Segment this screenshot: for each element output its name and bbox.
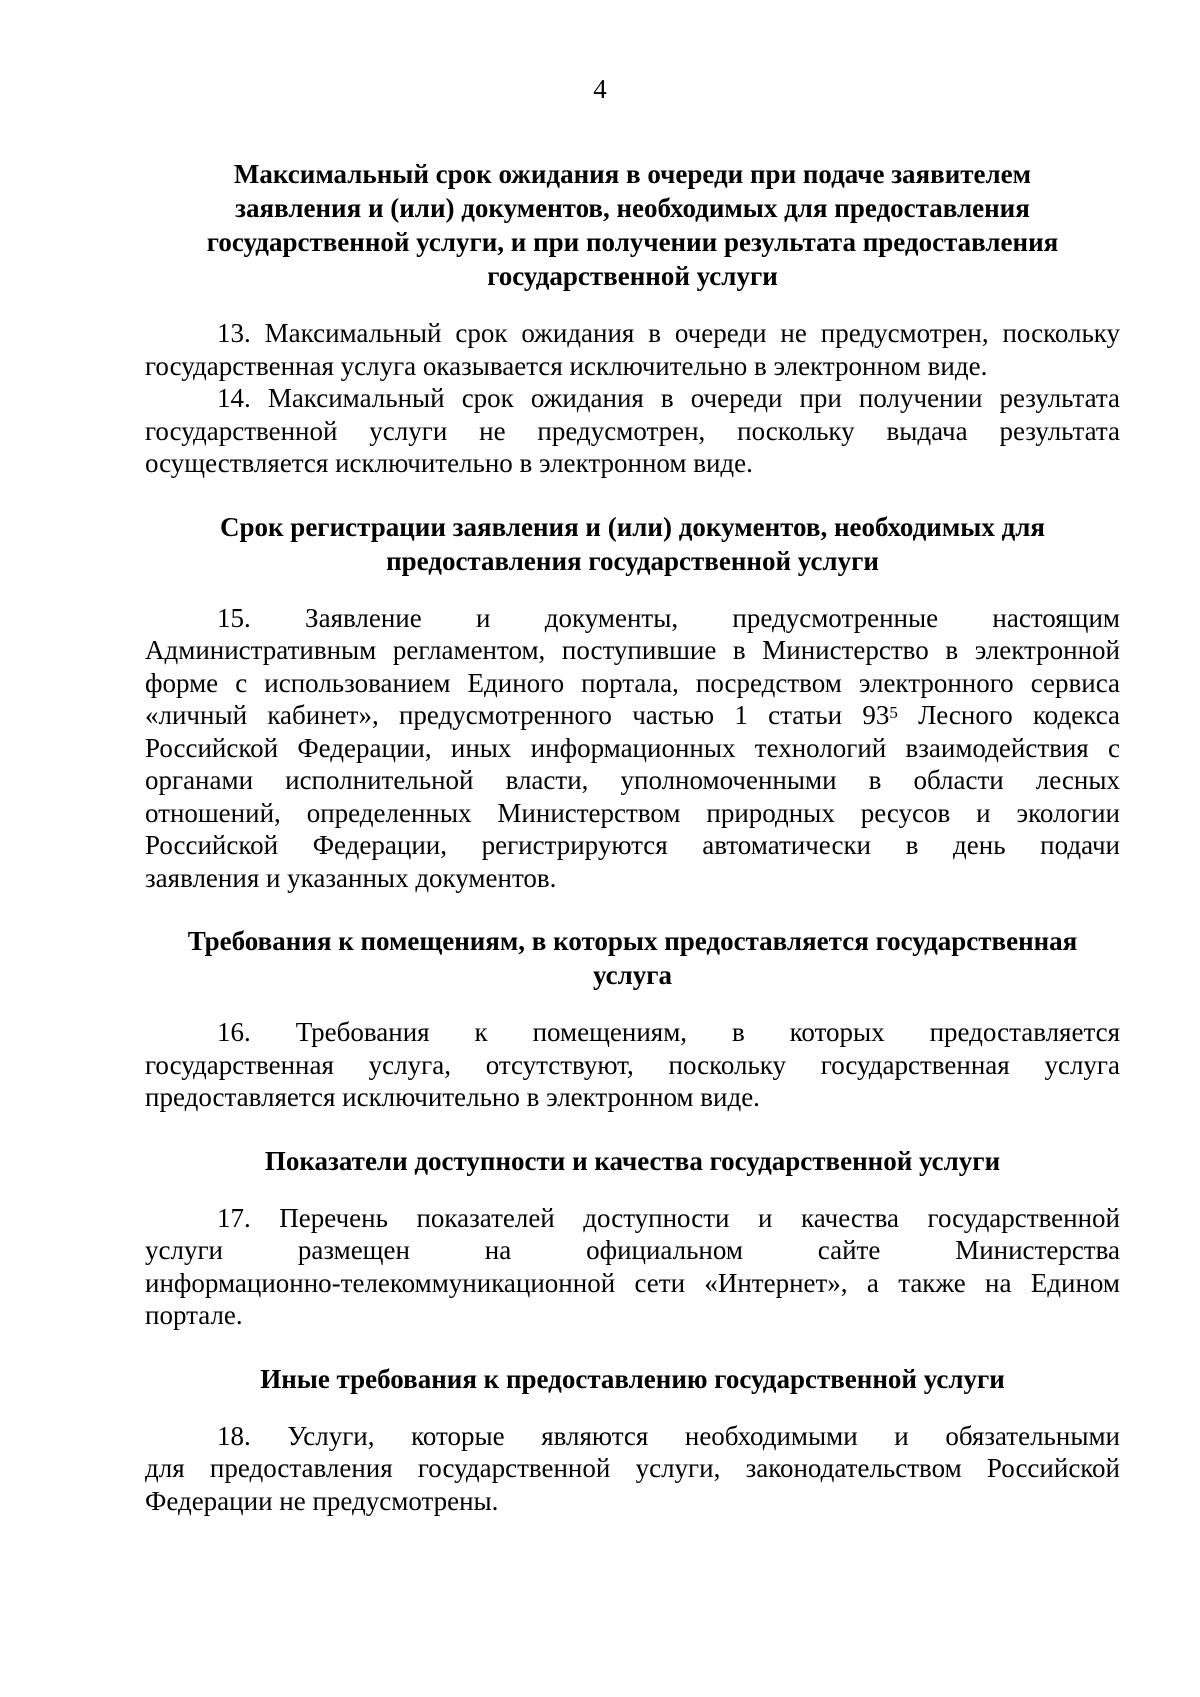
section-heading-quality-indicators bbox=[145, 1144, 1120, 1178]
paragraph-line: Федерации не предусмотрены. bbox=[145, 1485, 499, 1516]
paragraph-line: осуществляется исключительно в электронном виде. bbox=[145, 448, 753, 478]
page-number: 4 bbox=[593, 74, 607, 104]
section-heading-premises bbox=[145, 924, 1120, 992]
paragraph-line: государственная услуга оказывается исключительно в электронном виде. bbox=[145, 350, 988, 381]
section-heading-registration-time bbox=[145, 510, 1120, 578]
paragraph-line: органами исполнительной власти, уполномоченными в области лесных bbox=[145, 765, 1120, 795]
paragraph-line: 14. Максимальный срок ожидания в очереди при получении результата bbox=[217, 383, 1120, 413]
heading-line: Требования к помещениям, в которых предоставляется государственная bbox=[187, 926, 1078, 956]
paragraph-line: 13. Максимальный срок ожидания в очереди не предусмотрен, поскольку bbox=[217, 318, 1120, 348]
heading-line: предоставления государственной услуги bbox=[386, 545, 879, 576]
paragraph-line-footnote bbox=[145, 699, 1120, 732]
paragraph-line: 17. Перечень показателей доступности и качества государственной bbox=[217, 1202, 1120, 1233]
paragraph-line: 18. Услуги, которые являются необходимыми и обязательными bbox=[217, 1420, 1120, 1451]
section-heading-waiting-time bbox=[145, 157, 1120, 293]
heading-line: Показатели доступности и качества государственной услуги bbox=[264, 1145, 1001, 1176]
paragraph-16 bbox=[145, 1016, 1120, 1114]
paragraph-line: государственная услуга, отсутствуют, поскольку государственная услуга bbox=[145, 1049, 1120, 1080]
paragraph-13 bbox=[145, 317, 1120, 382]
paragraph-18 bbox=[145, 1420, 1120, 1518]
paragraph-line: 16. Требования к помещениям, в которых предоставляется bbox=[217, 1017, 1120, 1047]
paragraph-line: заявления и указанных документов. bbox=[145, 862, 557, 893]
paragraph-line: Административным регламентом, поступившие в Министерство в электронной bbox=[145, 635, 1120, 665]
paragraph-line: Российской Федерации, иных информационных технологий взаимодействия с bbox=[145, 732, 1120, 763]
heading-line: государственной услуги bbox=[487, 261, 778, 291]
section-heading-other-requirements bbox=[145, 1362, 1120, 1396]
paragraph-line-tail: Лесного кодекса bbox=[897, 700, 1120, 730]
paragraph-17 bbox=[145, 1202, 1120, 1332]
paragraph-line: 15. Заявление и документы, предусмотренные настоящим bbox=[217, 602, 1120, 633]
paragraph-line: предоставляется исключительно в электронном виде. bbox=[145, 1082, 760, 1112]
paragraph-line: услуги размещен на официальном сайте Министерства bbox=[145, 1235, 1120, 1265]
heading-line: Срок регистрации заявления и (или) документов, необходимых для bbox=[219, 511, 1046, 542]
paragraph-line-text: «личный кабинет», предусмотренного частью 1 статьи 93 bbox=[145, 700, 890, 730]
paragraph-line: Российской Федерации, регистрируются автоматически в день подачи bbox=[145, 830, 1120, 860]
paragraph-14 bbox=[145, 382, 1120, 480]
document-body bbox=[145, 157, 1120, 1517]
paragraph-line: информационно-телекоммуникационной сети «Интернет», а также на Едином bbox=[145, 1267, 1120, 1298]
heading-line: государственной услуги, и при получении результата предоставления bbox=[206, 227, 1059, 257]
heading-line: заявления и (или) документов, необходимых для предоставления bbox=[235, 193, 1030, 223]
heading-line: Максимальный срок ожидания в очереди при подаче заявителем bbox=[233, 159, 1032, 189]
footnote-mark: 5 bbox=[889, 703, 898, 722]
heading-line: услуга bbox=[592, 960, 673, 990]
paragraph-line: государственной услуги не предусмотрен, поскольку выдача результата bbox=[145, 415, 1120, 446]
paragraph-line: форме с использованием Единого портала, посредством электронного сервиса bbox=[145, 667, 1120, 698]
paragraph-line: портале. bbox=[145, 1300, 243, 1330]
heading-line: Иные требования к предоставлению государственной услуги bbox=[260, 1363, 1005, 1394]
paragraph-line: для предоставления государственной услуги, законодательством Российской bbox=[145, 1453, 1120, 1483]
paragraph-line: отношений, определенных Министерством природных ресусов и экологии bbox=[145, 797, 1120, 828]
paragraph-15 bbox=[145, 602, 1120, 895]
